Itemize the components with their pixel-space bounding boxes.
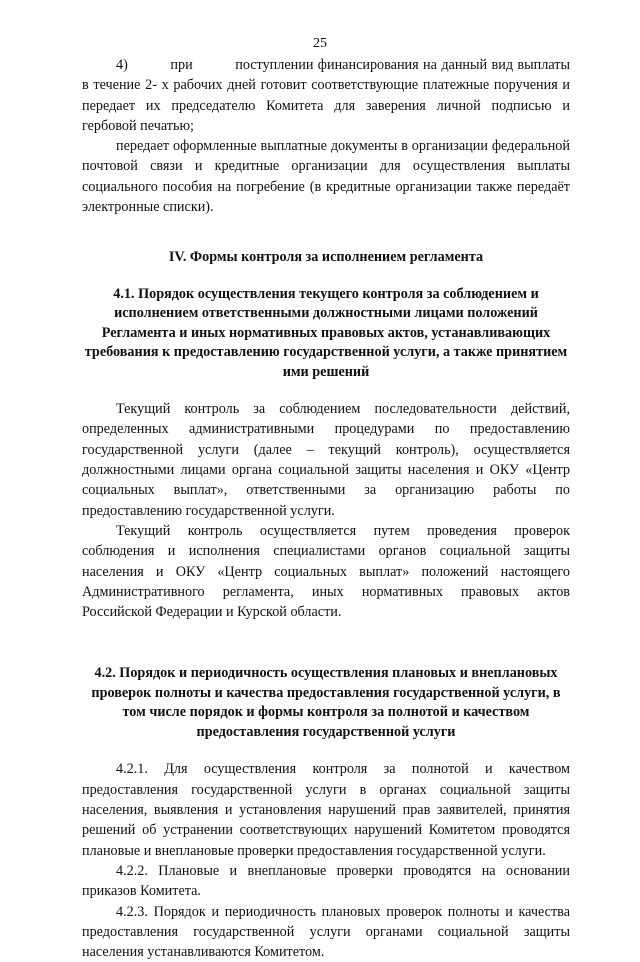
- section-heading-iv: IV. Формы контроля за исполнением регламента: [168, 249, 484, 266]
- spacer: [82, 382, 570, 399]
- paragraph-transfer-documents: передает оформленные выплатные документы в организации федеральной почтовой связи и кредитные организации для осуществления выплаты социального пособия на погребение (в кредитные организации также передаёт электронные списки).: [82, 138, 570, 216]
- document-body: [82, 55, 570, 962]
- page-number: 25: [313, 36, 327, 51]
- paragraph-4-2-3: 4.2.3. Порядок и периодичность плановых проверок полноты и качества предоставления государственной услуги органами социальной защиты населения устанавливаются Комитетом.: [82, 903, 570, 961]
- paragraph-4-1-inspections: Текущий контроль осуществляется путем проведения проверок соблюдения и исполнения специалистами органов социальной защиты населения и ОКУ «Центр социальных выплат» положений настоящего Административного регламента, иных нормативных правовых актов Российской Федерации и Курской области.: [82, 522, 570, 621]
- spacer: [82, 622, 570, 664]
- paragraph-4-2-2: 4.2.2. Плановые и внеплановые проверки проводятся на основании приказов Комитета.: [82, 862, 570, 900]
- section-heading-4-2: 4.2. Порядок и периодичность осуществления плановых и внеплановых проверок полноты и качества предоставления государственной услуги, в том числе порядок и формы контроля за полнотой и качеством предоставления государственной услуги: [91, 665, 561, 740]
- spacer: [82, 268, 570, 285]
- paragraph-4-2-1: 4.2.1. Для осуществления контроля за полнотой и качеством предоставления государственной услуги в органах социальной защиты населения, выявления и установления нарушений прав заявителей, принятия решений об устранении соответствующих нарушений Комитетом проводятся плановые и внеплановые проверки предоставления государственной услуги.: [82, 761, 570, 859]
- paragraph-item-4: 4) при поступлении финансирования на данный вид выплаты в течение 2- х рабочих дней готовит соответствующие платежные поручения и передает их председателю Комитета для заверения личной подписью и гербовой печатью;: [82, 57, 570, 134]
- paragraph-4-1-current-control: Текущий контроль за соблюдением последовательности действий, определенных административными процедурами по предоставлению государственной услуги (далее – текущий контроль), осуществляется должностными лицами органа социальной защиты населения и ОКУ «Центр социальных выплат», ответственными за организацию работы по предоставлению государственной услуги.: [82, 401, 570, 519]
- section-heading-4-1: 4.1. Порядок осуществления текущего контроля за соблюдением и исполнением ответственными должностными лицами положений Регламента и иных нормативных правовых актов, устанавливающих требования к предоставлению государственной услуги, а также принятием ими решений: [84, 285, 568, 380]
- spacer: [82, 217, 570, 234]
- spacer: [82, 742, 570, 759]
